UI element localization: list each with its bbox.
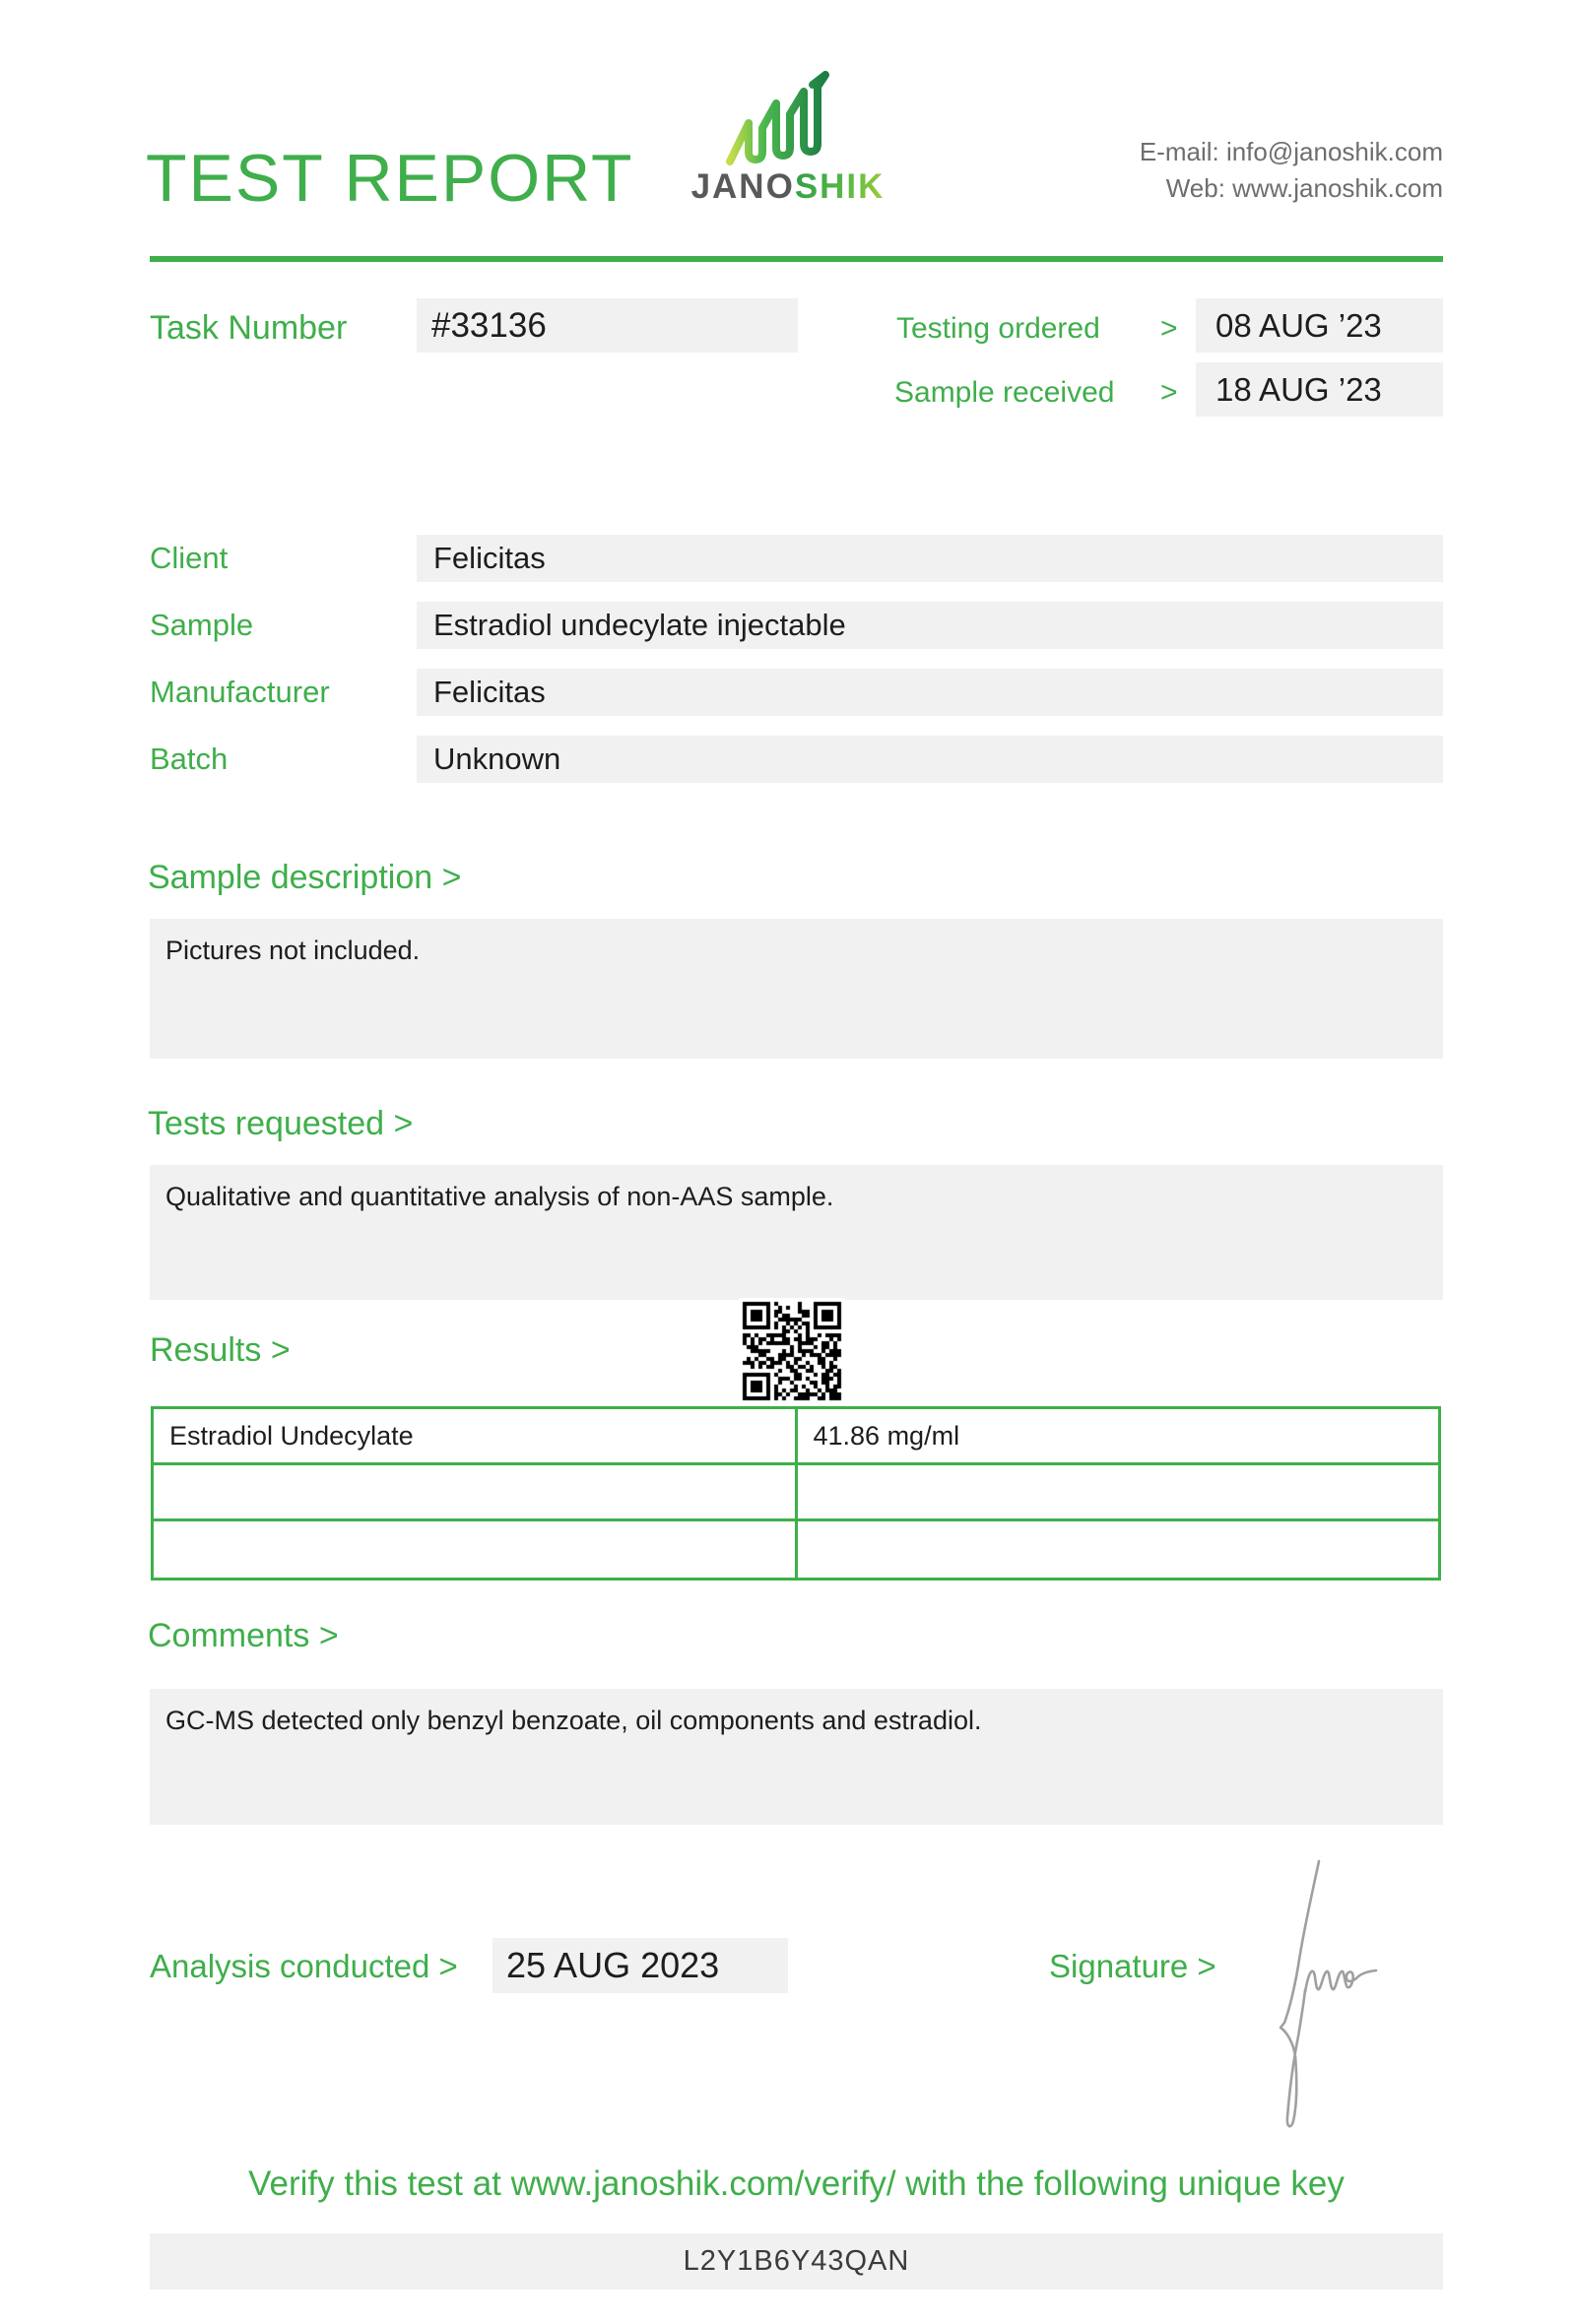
testing-ordered-arrow-icon: > <box>1160 312 1178 345</box>
verify-instruction: Verify this test at www.janoshik.com/verify/ with the following unique key <box>248 2164 1345 2203</box>
trend-chart-icon <box>723 71 853 165</box>
testing-ordered-value: 08 AUG ’23 <box>1196 298 1443 353</box>
manufacturer-value: Felicitas <box>417 669 1443 716</box>
batch-value: Unknown <box>417 736 1443 783</box>
analysis-conducted-value: 25 AUG 2023 <box>492 1938 788 1993</box>
signature-image <box>1261 1849 1478 2135</box>
contact-block <box>1140 134 1443 207</box>
logo-text-right: SHIK <box>794 167 886 206</box>
result-value <box>798 1465 1439 1518</box>
sample-received-label: Sample received <box>894 376 1115 409</box>
tests-requested-heading: Tests requested > <box>148 1105 414 1142</box>
qr-code <box>739 1298 845 1404</box>
analysis-conducted-label: Analysis conducted > <box>150 1948 458 1984</box>
sample-value: Estradiol undecylate injectable <box>417 602 1443 649</box>
comments-heading: Comments > <box>148 1617 339 1654</box>
logo-wordmark <box>678 167 898 207</box>
tests-requested-box: Qualitative and quantitative analysis of non-AAS sample. <box>150 1165 1443 1300</box>
sample-label: Sample <box>150 608 254 642</box>
result-substance <box>154 1465 798 1518</box>
unique-key: L2Y1B6Y43QAN <box>150 2233 1443 2290</box>
logo <box>678 71 898 207</box>
sample-description-heading: Sample description > <box>148 859 462 896</box>
result-substance <box>154 1521 798 1578</box>
signature-label: Signature > <box>1049 1948 1216 1984</box>
email-line: E-mail: info@janoshik.com <box>1139 137 1443 166</box>
results-heading: Results > <box>150 1331 291 1369</box>
table-row <box>154 1465 1438 1521</box>
sample-received-arrow-icon: > <box>1160 376 1178 409</box>
task-number-label: Task Number <box>150 309 348 347</box>
web-line: Web: www.janoshik.com <box>1165 173 1443 203</box>
result-value: 41.86 mg/ml <box>813 1420 960 1451</box>
table-row <box>154 1521 1438 1578</box>
result-substance: Estradiol Undecylate <box>154 1409 798 1462</box>
client-label: Client <box>150 541 229 575</box>
table-row <box>154 1409 1438 1465</box>
batch-label: Batch <box>150 742 229 776</box>
sample-received-value: 18 AUG ’23 <box>1196 362 1443 417</box>
logo-text-left: JANO <box>690 167 795 206</box>
manufacturer-label: Manufacturer <box>150 675 330 709</box>
results-table <box>151 1406 1441 1581</box>
header-divider <box>150 256 1443 262</box>
task-number-value: #33136 <box>417 298 798 353</box>
comments-box: GC-MS detected only benzyl benzoate, oil components and estradiol. <box>150 1689 1443 1825</box>
result-value <box>798 1521 1439 1578</box>
sample-description-box: Pictures not included. <box>150 919 1443 1059</box>
client-value: Felicitas <box>417 535 1443 582</box>
testing-ordered-label: Testing ordered <box>896 312 1100 345</box>
page-title: TEST REPORT <box>146 141 634 216</box>
